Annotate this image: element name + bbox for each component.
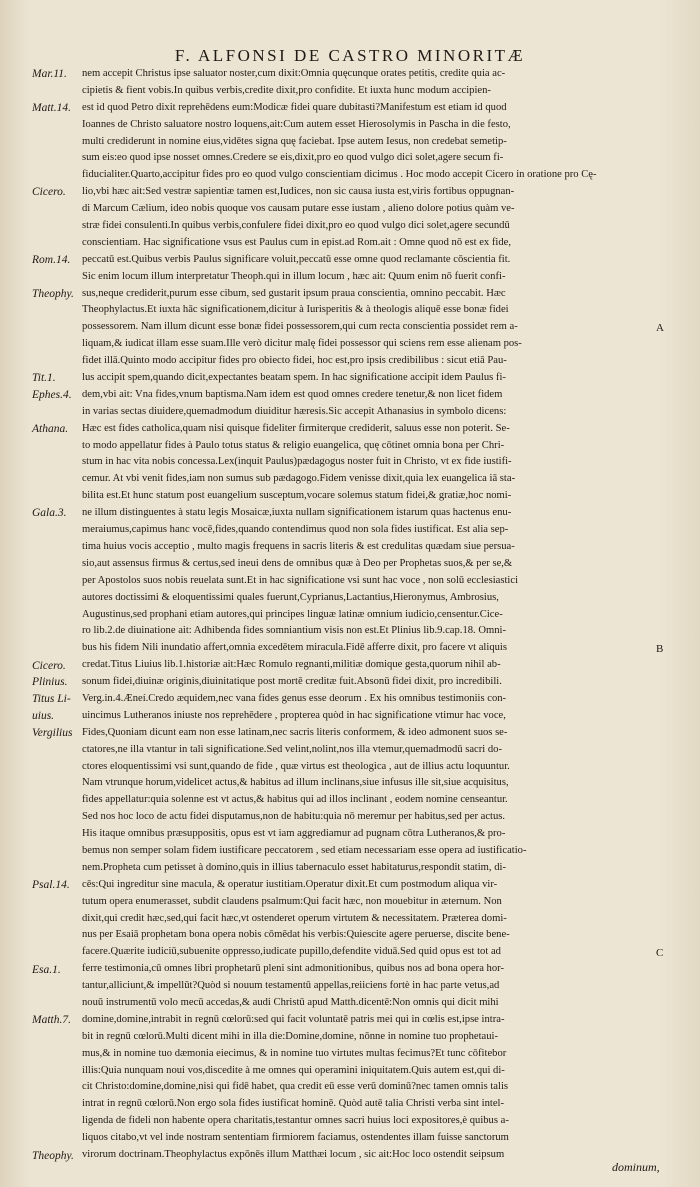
- text-line: multi crediderunt in nomine eius,vidētes signa quę faciebat. Ipse autem Iesus, non credebat semetip-: [82, 135, 507, 147]
- text-line: cipietis & fient vobis.In quibus verbis,credite dixit,pro confidite. Et iuxta hunc modum accipien-: [82, 84, 491, 96]
- text-line: domine,domine,intrabit in regnū cœlorū:sed qui facit voluntatē patris mei qui in cœlis est,ipse intra-: [82, 1013, 505, 1025]
- text-line: stræ fidei consulenti.In quibus verbis,confulere fidei dixit,pro eo quod vulgo dici solet,agere secundū: [82, 220, 510, 232]
- text-line: in varias sectas diuidere,quemadmodum diuiditur hæresis.Sic accepit Athanasius in symbolo dicens:: [82, 405, 507, 417]
- margin-note: Esa.1.: [32, 963, 61, 976]
- text-line: cit Christo:domine,domine,nisi qui fidē habet, qua credit eū esse verū dominū?nec tamen omnis talis: [82, 1081, 509, 1093]
- text-line: bilita est.Et hunc statum post euangelium susceptum,vocare solemus statum fidei,& gratiæ,hoc nomi-: [82, 490, 512, 502]
- text-line: per Apostolos suos nobis reuelata sunt.Et in hac significatione vsi sunt hac voce , non solū ecclesiastici: [82, 574, 519, 586]
- body-text: [82, 66, 654, 1164]
- margin-note: Vergilius: [32, 727, 73, 740]
- margin-note: Athana.: [32, 422, 69, 435]
- text-line: His itaque omnibus præsuppositis, opus est vt iam aggrediamur ad pugnam cōtra Lutheranos,& pro-: [82, 828, 506, 840]
- text-line: peccatū est.Quibus verbis Paulus significare voluit,peccatū esse omne quod reclamante cōscientia fit.: [82, 253, 511, 265]
- text-line: fidet illā.Quinto modo accipitur fides pro obiecto fidei, hoc est,pro ipsis credibilibus : sicut etiā Pau-: [82, 355, 507, 367]
- text-line: fiducialiter.Quarto,accipitur fides pro eo quod vulgo conscientiam dicimus . Hoc modo accepit Cicero in oratione pro Cę-: [82, 169, 597, 181]
- text-line: sonum fidei,diuinæ originis,diuinitatique post mortē creditæ fuit.Absonū fidei dixit, pro incredibili.: [82, 676, 502, 688]
- text-line: Fides,Quoniam dicunt eam non esse latinam,nec sacris literis conformem, & ideo admonent suos se-: [82, 726, 508, 738]
- text-line: ro lib.2.de diuinatione ait: Adhibenda fides somniantium visis non est.Et Plinius lib.9.cap.18. Omni-: [82, 625, 507, 637]
- text-line: ctores eloquentissimi vsi sunt,quando de fide , quæ virtus est theologica , aut de illius actu loquuntur.: [82, 760, 510, 772]
- margin-note: Psal.14.: [32, 879, 70, 892]
- text-line: di Marcum Cælium, ideo nobis quoque vos causam putare esse iustam , alieno dolore potius quàm ve-: [82, 203, 515, 215]
- text-line: sio,aut assensus firmus & certus,sed ineui dens de omnibus quæ à Deo per Prophetas suos,& per se,&: [82, 557, 513, 569]
- text-line: liquam,& iudicat illam esse suam.Ille verò dicitur malę fidei possessor qui sciens rem esse alienam pos-: [82, 338, 522, 350]
- text-line: virorum doctrinam.Theophylactus expōnēs illum Matthæi locum , sic ait:Hoc loco ostendit seipsum: [82, 1149, 505, 1160]
- text-line: est id quod Petro dixit reprehēdens eum:Modicæ fidei quare dubitasti?Manifestum est etiam id quod: [82, 101, 507, 113]
- margin-note: Plinius.: [32, 676, 68, 689]
- margin-note: Cicero.: [32, 659, 66, 672]
- margin-note: Matt.14.: [32, 101, 71, 114]
- text-line: bemus non semper solam fidem iustificare peccatorem , sed etiam necessariam esse opera ad iustificatio-: [82, 844, 527, 856]
- text-line: Sic enim locum illum interpretatur Theoph.qui in illum locum , hæc ait: Quum enim nō fuerit confi-: [82, 270, 506, 282]
- text-line: ne illum distinguentes à statu legis Mosaicæ,iuxta nullam significationem istarum quas hactenus enu-: [82, 507, 512, 519]
- text-line: nem.Propheta cum petisset à domino,quis in illius tabernaculo esset habitaturus,respondit statim, di-: [82, 861, 506, 873]
- margin-notes: [0, 0, 80, 1187]
- text-line: ctatores,ne illa vtantur in tali significatione.Sed velint,nolint,nos illa vtemur,quemadmodū sacri do-: [82, 743, 502, 755]
- text-line: autores doctissimi & eloquentissimi quales fuerunt,Cyprianus,Lactantius,Hieronymus, Ambrosius,: [82, 591, 499, 603]
- text-line: to modo appellatur fides à Paulo totus status & religio euangelica, quę cōtinet omnia bona per Chri-: [82, 439, 505, 451]
- text-line: dem,vbi ait: Vna fides,vnum baptisma.Nam idem est quod omnes credere tenetur,& non licet fidem: [82, 388, 503, 400]
- margin-note: Rom.14.: [32, 253, 71, 266]
- text-line: nouū instrumentū volo mecū accedas,& audi Christū apud Matth.dicentē:Non omnis qui dicit mihi: [82, 996, 499, 1008]
- text-line: mus,& in nomine tuo dæmonia eiecimus, & in nomine tuo virtutes multas fecimus?Et tunc cōfitebor: [82, 1047, 507, 1059]
- text-line: bus his fidem Nili inundatio affert,omnia excedētem miracula.Fidē afferre dixit, pro facere vt aliquis: [82, 642, 507, 654]
- text-line: lus accipit spem,quando dicit,expectantes beatam spem. In hac significatione accipit idem Paulus fi-: [82, 372, 506, 384]
- text-line: tima huius vocis acceptio , multo magis frequens in sacris literis & est credulitas quædam siue persua-: [82, 540, 515, 552]
- text-line: meraiumus,capimus hanc vocē,fides,quando contendimus quod non sola fides iustificat. Est alia sep-: [82, 524, 509, 536]
- text-line: Sed nos hoc loco de actu fidei disputamus,non de habitu:quia nō meremur per habitus,sed per actus.: [82, 811, 506, 823]
- text-line: stum in hac vita nobis concessa.Lex(inquit Paulus)pædagogus noster fuit in Christo, vt ex fide iustifi-: [82, 456, 512, 468]
- margin-note: Mar.11.: [32, 68, 67, 80]
- margin-note: Ephes.4.: [32, 389, 72, 402]
- margin-note: Theophy.: [32, 287, 74, 300]
- running-header: F. ALFONSI DE CASTRO MINORITÆ: [174, 46, 526, 65]
- text-line: fides appellatur:quia solenne est vt actus,& habitus qui ad illos inclinant , eodem nomine censeantur.: [82, 794, 508, 806]
- text-line: Verg.in.4.Æneí.Credo æquidem,nec vana fides genus esse deorum . Ex his omnibus testimoniis con-: [82, 692, 507, 704]
- text-line: lio,vbi hæc ait:Sed vestræ sapientiæ tamen est,Iudices, non sic causa iusta est,viris fortibus oppugnan-: [82, 186, 515, 198]
- text-line: intrat in regnū cœlorū.Non ergo sola fides iustificat hominē. Quòd autē talia Christi verba sint intel-: [82, 1098, 504, 1110]
- catchword: dominum,: [612, 1160, 660, 1174]
- text-line: illis:Quia nunquam noui vos,discedite à me omnes qui operamini iniquitatem.Quis autem est,qui di-: [82, 1064, 505, 1076]
- margin-note: uius.: [32, 710, 55, 723]
- text-line: liquos citabo,vt vel inde nostram sententiam firmiorem faciamus, ostendentes illam fuisse sanctorum: [82, 1132, 509, 1144]
- text-line: Augustinus,sed prophani etiam autores,qui principes linguæ latinæ omnium iudicio,censentur.Cice-: [82, 608, 503, 620]
- margin-note: Gala.3.: [32, 507, 67, 520]
- section-marker: C: [656, 946, 664, 959]
- text-line: bit in regnū cœlorū.Multi dicent mihi in illa die:Domine,domine, nōnne in nomine tuo prophetaui-: [82, 1030, 499, 1042]
- text-line: uincimus Lutheranos iniuste nos reprehēdere , propterea quòd in hac significatione vtimur hac voce,: [82, 709, 506, 721]
- text-line: sus,neque crediderit,purum esse cibum, sed gustarit ipsum praua conscientia, omnino peccabit. Hæc: [82, 287, 506, 299]
- text-line: possessorem. Nam illum dicunt esse bonæ fidei possessorem,qui cum recta conscientia possidet rem a-: [82, 321, 518, 333]
- text-line: Hæc est fides catholica,quam nisi quisque fideliter firmiterque crediderit, saluus esse non poterit. Se-: [82, 422, 510, 434]
- text-line: Nam vtrunque horum,videlicet actus,& habitus ad illum inclinans,siue infusus ille sit,siue acquisitus,: [82, 777, 509, 789]
- text-line: tutum opera enumerasset, subdit claudens psalmum:Qui facit hæc, non mouebitur in æternum. Non: [82, 895, 502, 907]
- text-line: cēs:Qui ingreditur sine macula, & operatur iustitiam.Operatur dixit.Et cum postmodum aliqua vir-: [82, 878, 498, 890]
- margin-note: Cicero.: [32, 186, 66, 199]
- text-line: tantur,alliciunt,& impellūt?Quòd si nouum testamentū appellas,reiiciens fortè in hac parte vetus,ad: [82, 980, 500, 992]
- margin-note: Matth.7.: [32, 1014, 71, 1027]
- text-line: nus per Esaiā prophetam bona opera nobis cōmēdat his verbis:Quiescite agere peruerse, discite bene-: [82, 929, 510, 941]
- text-line: nem accepit Christus ipse saluator noster,cum dixit:Omnia quęcunque orates petitis, credite quia ac-: [82, 68, 506, 79]
- margin-note: Theophy.: [32, 1149, 74, 1162]
- text-line: credat.Titus Liuius lib.1.historiæ ait:Hæc Romulo regnanti,militiæ domique gesta,quorum nihil ab-: [82, 659, 501, 671]
- text-line: Ioannes de Christo saluatore nostro loquens,ait:Cum autem esset Hierosolymis in Pascha in die festo,: [82, 118, 511, 130]
- margin-note: Tit.1.: [32, 372, 56, 385]
- section-marker: A: [656, 321, 664, 334]
- text-line: ligenda de fideli non habente opera charitatis,testantur omnes sacri huius loci expositores,è quibus a-: [82, 1115, 509, 1127]
- text-line: Theophylactus.Et iuxta hāc significationem,dicitur à Iurisperitis & à theologis aliquē esse bonæ fidei: [82, 304, 509, 316]
- text-line: cemur. At vbi venit fides,iam non sumus sub pædagogo.Fidem venisse dixit,quia lex euangelica iā sta-: [82, 473, 516, 485]
- section-marker: B: [656, 642, 664, 655]
- text-line: dixit,qui credit hæc,sed,qui facit hæc,vt ostenderet operum virtutem & necessitatem. Præterea domi-: [82, 912, 507, 924]
- text-line: sum eis:eo quod ipse nosset omnes.Credere se eis,dixit,pro eo quod vulgo dici solet,agere secum fi-: [82, 152, 504, 164]
- text-line: ferre testimonia,cū omnes libri prophetarū pleni sint admonitionibus, quibus nos ad bona opera hor-: [82, 963, 504, 975]
- margin-note: Titus Li-: [32, 693, 71, 706]
- text-line: facere.Quærite iudiciū,subuenite oppresso,iudicate pupillo,defendite viduā.Sed quid opus est tot ad: [82, 946, 501, 958]
- text-line: conscientiam. Hac significatione vsus est Paulus cum in epist.ad Rom.ait : Omne quod nō est ex fide,: [82, 236, 511, 248]
